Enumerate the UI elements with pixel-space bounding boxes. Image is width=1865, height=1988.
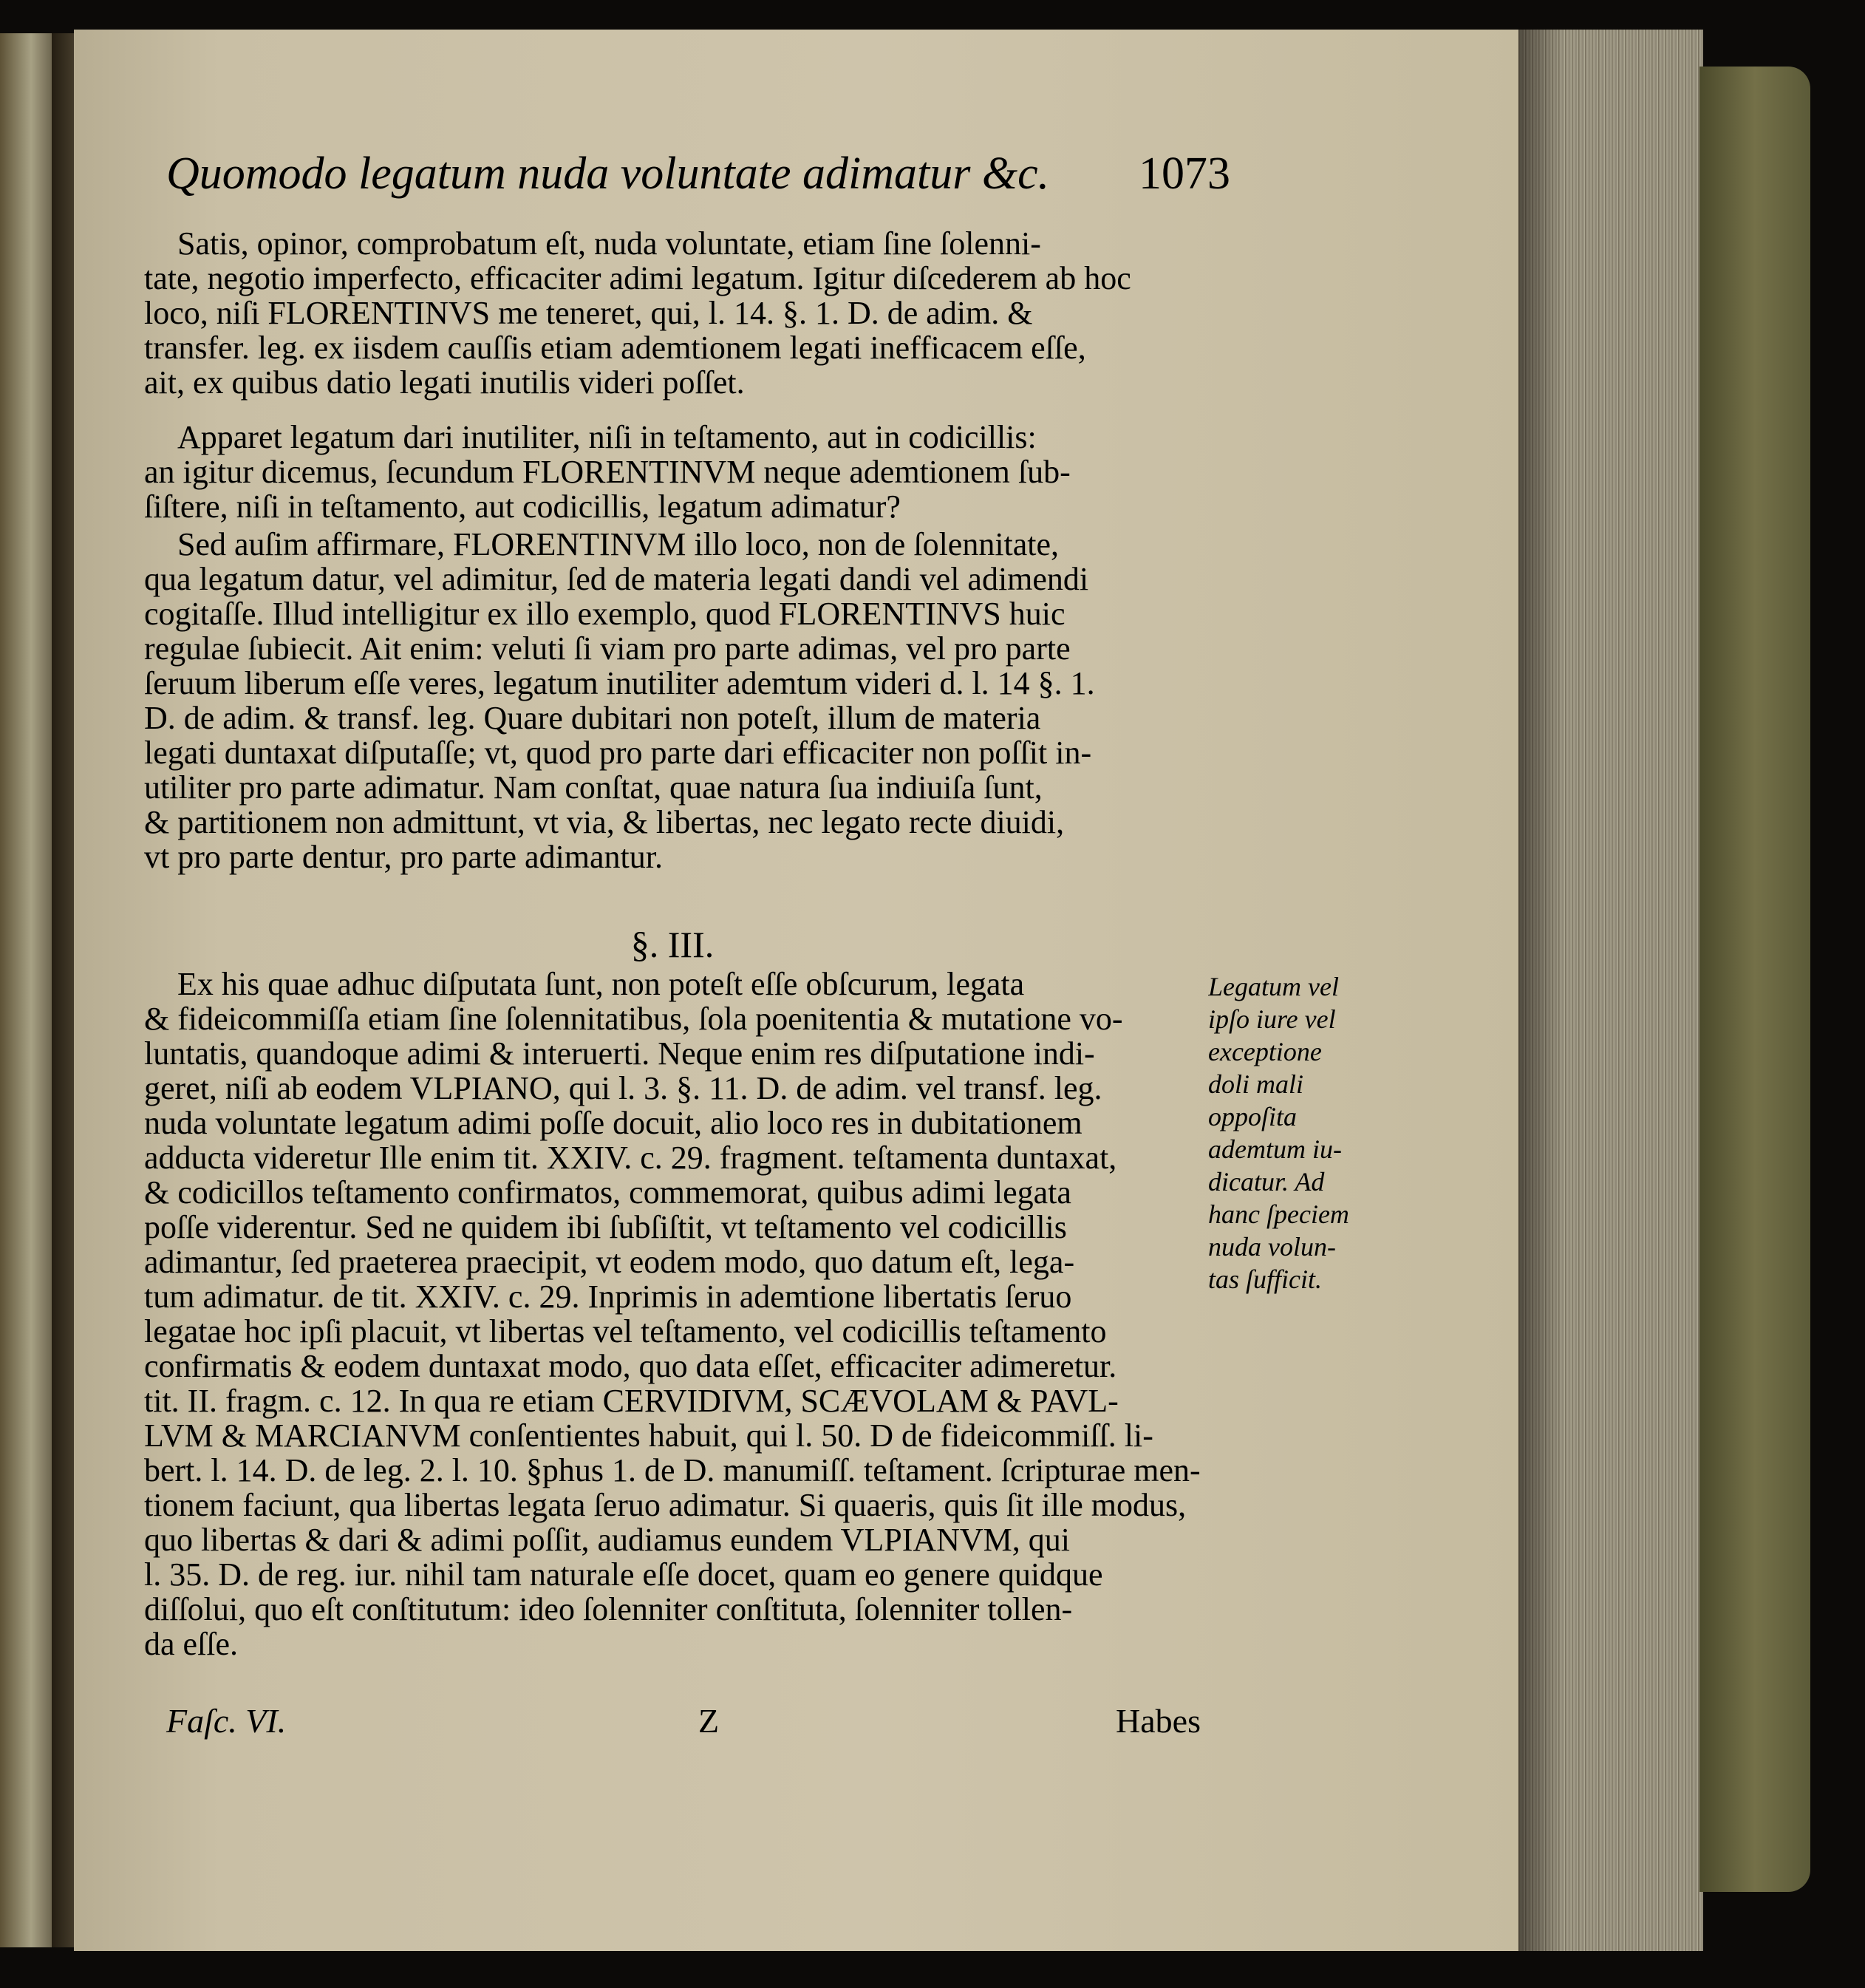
page-number: 1073 [1139, 149, 1230, 199]
text-line: utiliter pro parte adimatur. Nam conſtat, quae natura ſua indiuiſa ſunt, [144, 769, 1043, 806]
text-line: confirmatis & eodem duntaxat modo, quo data eſſet, efficaciter adimeretur. [144, 1348, 1117, 1384]
text-line: diſſolui, quo eſt conſtitutum: ideo ſolenniter conſtituta, ſolenniter tollen- [144, 1591, 1073, 1627]
text-line: quo libertas & dari & adimi poſſit, audiamus eundem VLPIANVM, qui [144, 1522, 1071, 1558]
text-line: luntatis, quandoque adimi & interuerti. Neque enim res diſputatione indi- [144, 1035, 1095, 1072]
text-line: LVM & MARCIANVM conſentientes habuit, qui l. 50. D de fideicommiſſ. li- [144, 1417, 1153, 1454]
text-line: & fideicommiſſa etiam ſine ſolennitatibus, ſola poenitentia & mutatione vo- [144, 1001, 1123, 1037]
text-line: regulae ſubiecit. Ait enim: veluti ſi viam pro parte adimas, vel pro parte [144, 630, 1071, 667]
text-line: Apparet legatum dari inutiliter, niſi in teſtamento, aut in codicillis: [177, 419, 1037, 455]
margin-line: dicatur. Ad [1208, 1167, 1325, 1196]
text-line: Sed auſim affirmare, FLORENTINVM illo loco, non de ſolennitate, [177, 526, 1060, 562]
text-line: tate, negotio imperfecto, efficaciter adimi legatum. Igitur diſcederem ab hoc [144, 260, 1131, 296]
text-line: geret, niſi ab eodem VLPIANO, qui l. 3. §. 11. D. de adim. vel transf. leg. [144, 1070, 1102, 1106]
text-line: qua legatum datur, vel adimitur, ſed de materia legati dandi vel adimendi [144, 561, 1089, 597]
text-line: legatae hoc ipſi placuit, vt libertas vel teſtamento, vel codicillis teſtamento [144, 1313, 1107, 1349]
text-line: Ex his quae adhuc diſputata ſunt, non poteſt eſſe obſcurum, legata [177, 966, 1025, 1002]
signature-mark: Faſc. VI. [166, 1702, 287, 1740]
text-line: ait, ex quibus datio legati inutilis videri poſſet. [144, 364, 745, 401]
margin-line: exceptione [1208, 1037, 1322, 1066]
text-line: adducta videretur Ille enim tit. XXIV. c. 29. fragment. teſtamenta duntaxat, [144, 1140, 1117, 1176]
gathering-letter: Z [698, 1702, 720, 1740]
text-line: tum adimatur. de tit. XXIV. c. 29. Inprimis in ademtione libertatis ſeruo [144, 1279, 1072, 1315]
text-line: l. 35. D. de reg. iur. nihil tam naturale eſſe docet, quam eo genere quidque [144, 1556, 1103, 1593]
margin-line: Legatum vel [1208, 972, 1339, 1001]
margin-line: oppoſita [1208, 1102, 1298, 1131]
section-heading: §. III. [630, 924, 715, 965]
page-footer [166, 1701, 1201, 1753]
catchword: Habes [1116, 1702, 1201, 1740]
left-page-edge [0, 33, 52, 1947]
text-line: loco, niſi FLORENTINVS me teneret, qui, l. 14. §. 1. D. de adim. & [144, 295, 1033, 331]
text-line: an igitur dicemus, ſecundum FLORENTINVM neque ademtionem ſub- [144, 454, 1071, 490]
text-line: tit. II. fragm. c. 12. In qua re etiam CERVIDIVM, SCÆVOLAM & PAVL- [144, 1383, 1119, 1419]
text-line: transfer. leg. ex iisdem cauſſis etiam ademtionem legati inefficacem eſſe, [144, 330, 1086, 366]
text-line: nuda voluntate legatum adimi poſſe docuit, alio loco res in dubitationem [144, 1105, 1082, 1141]
text-line: D. de adim. & transf. leg. Quare dubitari non poteſt, illum de materia [144, 700, 1041, 736]
margin-line: ademtum iu- [1208, 1134, 1342, 1164]
text-line: poſſe viderentur. Sed ne quidem ibi ſubſiſtit, vt teſtamento vel codicillis [144, 1209, 1067, 1245]
margin-line: nuda volun- [1208, 1232, 1336, 1262]
text-line: & codicillos teſtamento confirmatos, commemorat, quibus adimi legata [144, 1174, 1071, 1211]
text-line: & partitionem non admittunt, vt via, & libertas, nec legato recte diuidi, [144, 804, 1065, 840]
text-line: ſeruum liberum eſſe veres, legatum inutiliter ademtum videri d. l. 14 §. 1. [144, 665, 1095, 701]
text-line: legati duntaxat diſputaſſe; vt, quod pro parte dari efficaciter non poſſit in- [144, 735, 1092, 771]
margin-line: hanc ſpeciem [1208, 1199, 1349, 1229]
text-line: cogitaſſe. Illud intelligitur ex illo exemplo, quod FLORENTINVS huic [144, 596, 1066, 632]
text-line: Satis, opinor, comprobatum eſt, nuda voluntate, etiam ſine ſolenni- [177, 225, 1041, 262]
text-line: da eſſe. [144, 1626, 239, 1662]
running-head-title: Quomodo legatum nuda voluntate adimatur &c. [166, 149, 1050, 199]
page-edge-shadow [1518, 30, 1563, 1951]
text-line: vt pro parte dentur, pro parte adimantur. [144, 839, 664, 875]
running-head [166, 148, 1230, 207]
book-cover [1699, 67, 1810, 1892]
text-line: tionem faciunt, qua libertas legata ſeruo adimatur. Si quaeris, quis ſit ille modus, [144, 1487, 1187, 1523]
text-line: ſiſtere, niſi in teſtamento, aut codicillis, legatum adimatur? [144, 489, 901, 525]
margin-line: doli mali [1208, 1069, 1304, 1099]
text-line: adimantur, ſed praeterea praecipit, vt eodem modo, quo datum eſt, lega- [144, 1244, 1075, 1280]
margin-line: tas ſufficit. [1208, 1264, 1323, 1294]
text-line: bert. l. 14. D. de leg. 2. l. 10. §phus 1. de D. manumiſſ. teſtament. ſcripturae men- [144, 1452, 1201, 1488]
margin-line: ipſo iure vel [1208, 1004, 1336, 1034]
